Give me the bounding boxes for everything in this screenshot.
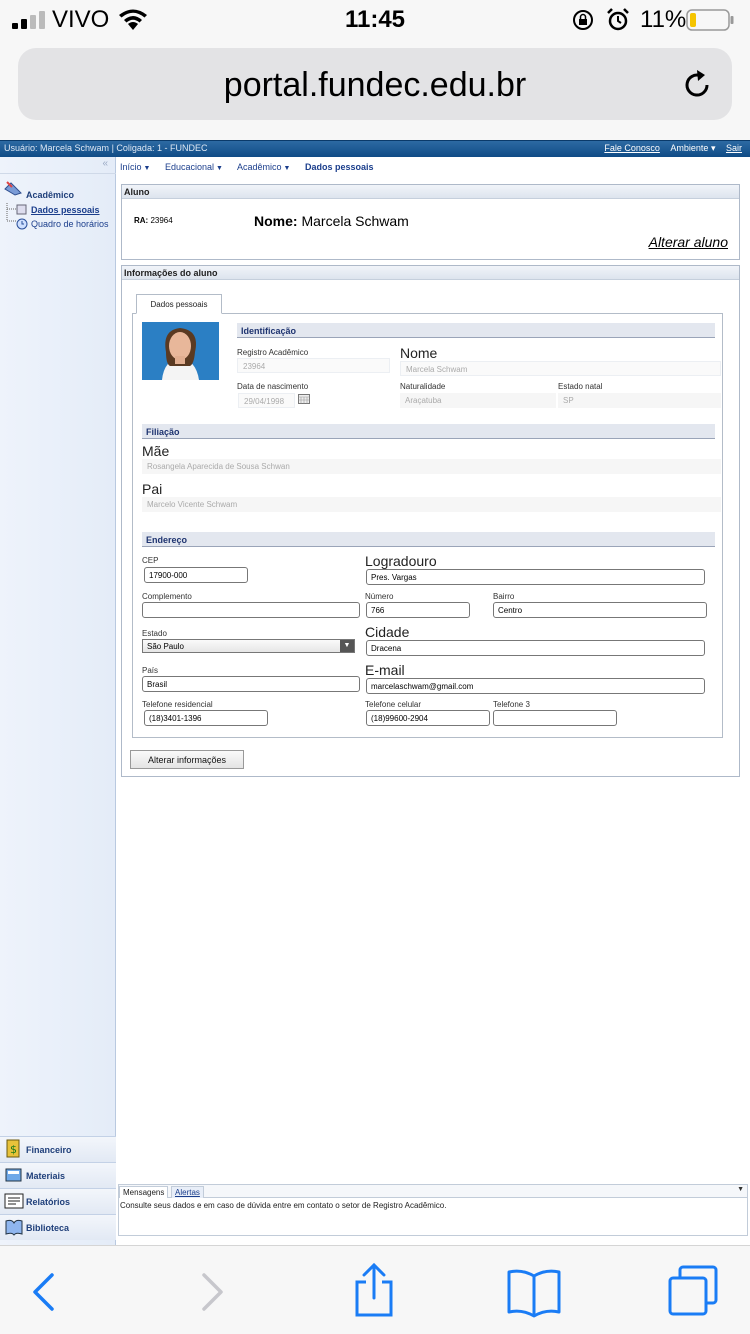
header-links — [596, 143, 742, 154]
tel-res-label: Telefone residencial — [142, 700, 213, 709]
numero-label: Número — [365, 592, 394, 601]
portal-header — [0, 140, 750, 157]
sidebar-collapse[interactable] — [0, 157, 116, 174]
alarm-icon — [606, 8, 630, 32]
report-icon — [4, 1191, 24, 1211]
estado-natal-field: SP — [558, 393, 721, 408]
nascimento-field: 29/04/1998 — [238, 393, 295, 408]
nome-label: Nome — [400, 345, 438, 361]
sair-link[interactable]: Sair — [725, 143, 742, 153]
complemento-input[interactable] — [142, 602, 360, 618]
info-panel-title: Informações do aluno — [122, 266, 739, 280]
naturalidade-field: Araçatuba — [400, 393, 556, 408]
message-text: Consulte seus dados e em caso de dúvida entre em contato o setor de Registro Acadêmico. — [120, 1201, 447, 1210]
book-icon — [4, 1217, 24, 1237]
logradouro-input[interactable]: Pres. Vargas — [366, 569, 705, 585]
browser-toolbar — [0, 1245, 750, 1334]
battery-percent: 11% — [640, 6, 687, 33]
estado-select[interactable]: São Paulo ▼ — [142, 639, 355, 653]
sidebar-item-materiais[interactable]: Materiais — [0, 1162, 116, 1188]
breadcrumb — [120, 162, 373, 172]
student-photo — [142, 322, 219, 380]
user-name: Usuário: Marcela Schwam — [4, 143, 110, 153]
money-icon — [4, 1139, 24, 1159]
calendar-icon[interactable] — [298, 394, 310, 404]
user-info: Usuário: Marcela Schwam | Coligada: 1 - FUNDEC — [4, 143, 208, 153]
aluno-panel — [121, 184, 740, 260]
estado-label: Estado — [142, 629, 167, 638]
naturalidade-label: Naturalidade — [400, 382, 446, 391]
sidebar-item-dados-pessoais[interactable]: Dados pessoais — [31, 205, 100, 215]
coligada: Coligada: 1 - FUNDEC — [116, 143, 208, 153]
tabs-icon[interactable] — [666, 1264, 720, 1318]
pai-field: Marcelo Vicente Schwam — [142, 497, 721, 512]
breadcrumb-inicio[interactable]: Início ▼ — [120, 162, 151, 172]
nascimento-label: Data de nascimento — [237, 382, 309, 391]
messages-tabs — [119, 1185, 747, 1198]
svg-text:$: $ — [10, 1143, 17, 1156]
filiacao-header: Filiação — [142, 424, 715, 439]
address-bar[interactable] — [18, 48, 732, 120]
sidebar-item-relatorios[interactable]: Relatórios — [0, 1188, 116, 1214]
collapse-icon[interactable]: « — [102, 158, 108, 169]
bairro-label: Bairro — [493, 592, 515, 601]
ambiente-menu[interactable]: Ambiente ▾ — [670, 143, 716, 153]
cep-label: CEP — [142, 556, 159, 565]
status-bar — [0, 0, 750, 40]
nome-display: Nome: Marcela Schwam — [254, 213, 409, 229]
url-text[interactable]: portal.fundec.edu.br — [223, 66, 527, 104]
alterar-aluno-link[interactable]: Alterar aluno — [648, 234, 728, 250]
share-icon[interactable] — [352, 1262, 396, 1318]
breadcrumb-educacional[interactable]: Educacional ▼ — [164, 162, 223, 172]
pais-label: País — [142, 666, 159, 675]
sidebar — [0, 157, 116, 1245]
email-label: E-mail — [365, 662, 405, 678]
fale-conosco-link[interactable]: Fale Conosco — [604, 143, 660, 153]
chevron-down-icon[interactable]: ▼ — [340, 640, 354, 652]
tel3-input[interactable] — [493, 710, 617, 726]
back-icon[interactable] — [30, 1272, 56, 1312]
breadcrumb-academico[interactable]: Acadêmico ▼ — [236, 162, 291, 172]
numero-input[interactable]: 766 — [366, 602, 470, 618]
rotation-lock-icon — [572, 9, 594, 31]
tab-alertas[interactable]: Alertas — [171, 1186, 204, 1198]
aluno-panel-title: Aluno — [122, 185, 739, 199]
bairro-input[interactable]: Centro — [493, 602, 707, 618]
materials-icon — [4, 1165, 24, 1185]
sidebar-item-quadro-horarios[interactable]: Quadro de horários — [31, 219, 109, 229]
info-panel — [121, 265, 740, 777]
tel-cel-label: Telefone celular — [365, 700, 422, 709]
identificacao-header: Identificação — [237, 323, 715, 338]
registro-field: 23964 — [237, 358, 390, 373]
tel3-label: Telefone 3 — [493, 700, 530, 709]
breadcrumb-current: Dados pessoais — [304, 162, 374, 172]
logradouro-label: Logradouro — [365, 553, 437, 569]
registro-label: Registro Acadêmico — [237, 348, 309, 357]
mae-label: Mãe — [142, 443, 170, 459]
cep-input[interactable]: 17900-000 — [144, 567, 248, 583]
pais-input[interactable]: Brasil — [142, 676, 360, 692]
battery-icon — [686, 9, 734, 31]
endereco-header: Endereço — [142, 532, 715, 547]
cidade-label: Cidade — [365, 624, 410, 640]
sidebar-item-biblioteca[interactable]: Biblioteca — [0, 1214, 116, 1240]
academico-icon — [3, 179, 23, 197]
sidebar-section-academico[interactable]: Acadêmico — [26, 190, 75, 200]
tab-dados-pessoais[interactable]: Dados pessoais — [136, 294, 222, 314]
chevron-down-icon[interactable]: ▼ — [737, 1186, 744, 1193]
ra-display: RA: 23964 — [134, 216, 173, 225]
clock: 11:45 — [344, 6, 406, 33]
browser-address-area — [0, 40, 750, 140]
sidebar-item-financeiro[interactable]: $ Financeiro — [0, 1136, 116, 1162]
complemento-label: Complemento — [142, 592, 192, 601]
cidade-input[interactable]: Dracena — [366, 640, 705, 656]
reload-icon[interactable] — [680, 68, 714, 102]
email-input[interactable]: marcelaschwam@gmail.com — [366, 678, 705, 694]
tel-cel-input[interactable]: (18)99600-2904 — [366, 710, 490, 726]
tab-mensagens[interactable]: Mensagens — [119, 1186, 168, 1198]
carrier-name: VIVO — [52, 6, 110, 33]
clock-icon — [16, 218, 28, 230]
forward-icon[interactable] — [200, 1272, 226, 1312]
bookmarks-icon[interactable] — [506, 1266, 562, 1318]
tab-content — [132, 313, 723, 738]
pai-label: Pai — [142, 481, 163, 497]
alterar-informacoes-button[interactable]: Alterar informações — [130, 750, 244, 769]
document-icon — [16, 204, 28, 215]
mae-field: Rosangela Aparecida de Sousa Schwan — [142, 459, 721, 474]
messages-panel — [118, 1184, 748, 1236]
tel-res-input[interactable]: (18)3401-1396 — [144, 710, 268, 726]
nome-field: Marcela Schwam — [400, 361, 721, 376]
estado-natal-label: Estado natal — [558, 382, 603, 391]
